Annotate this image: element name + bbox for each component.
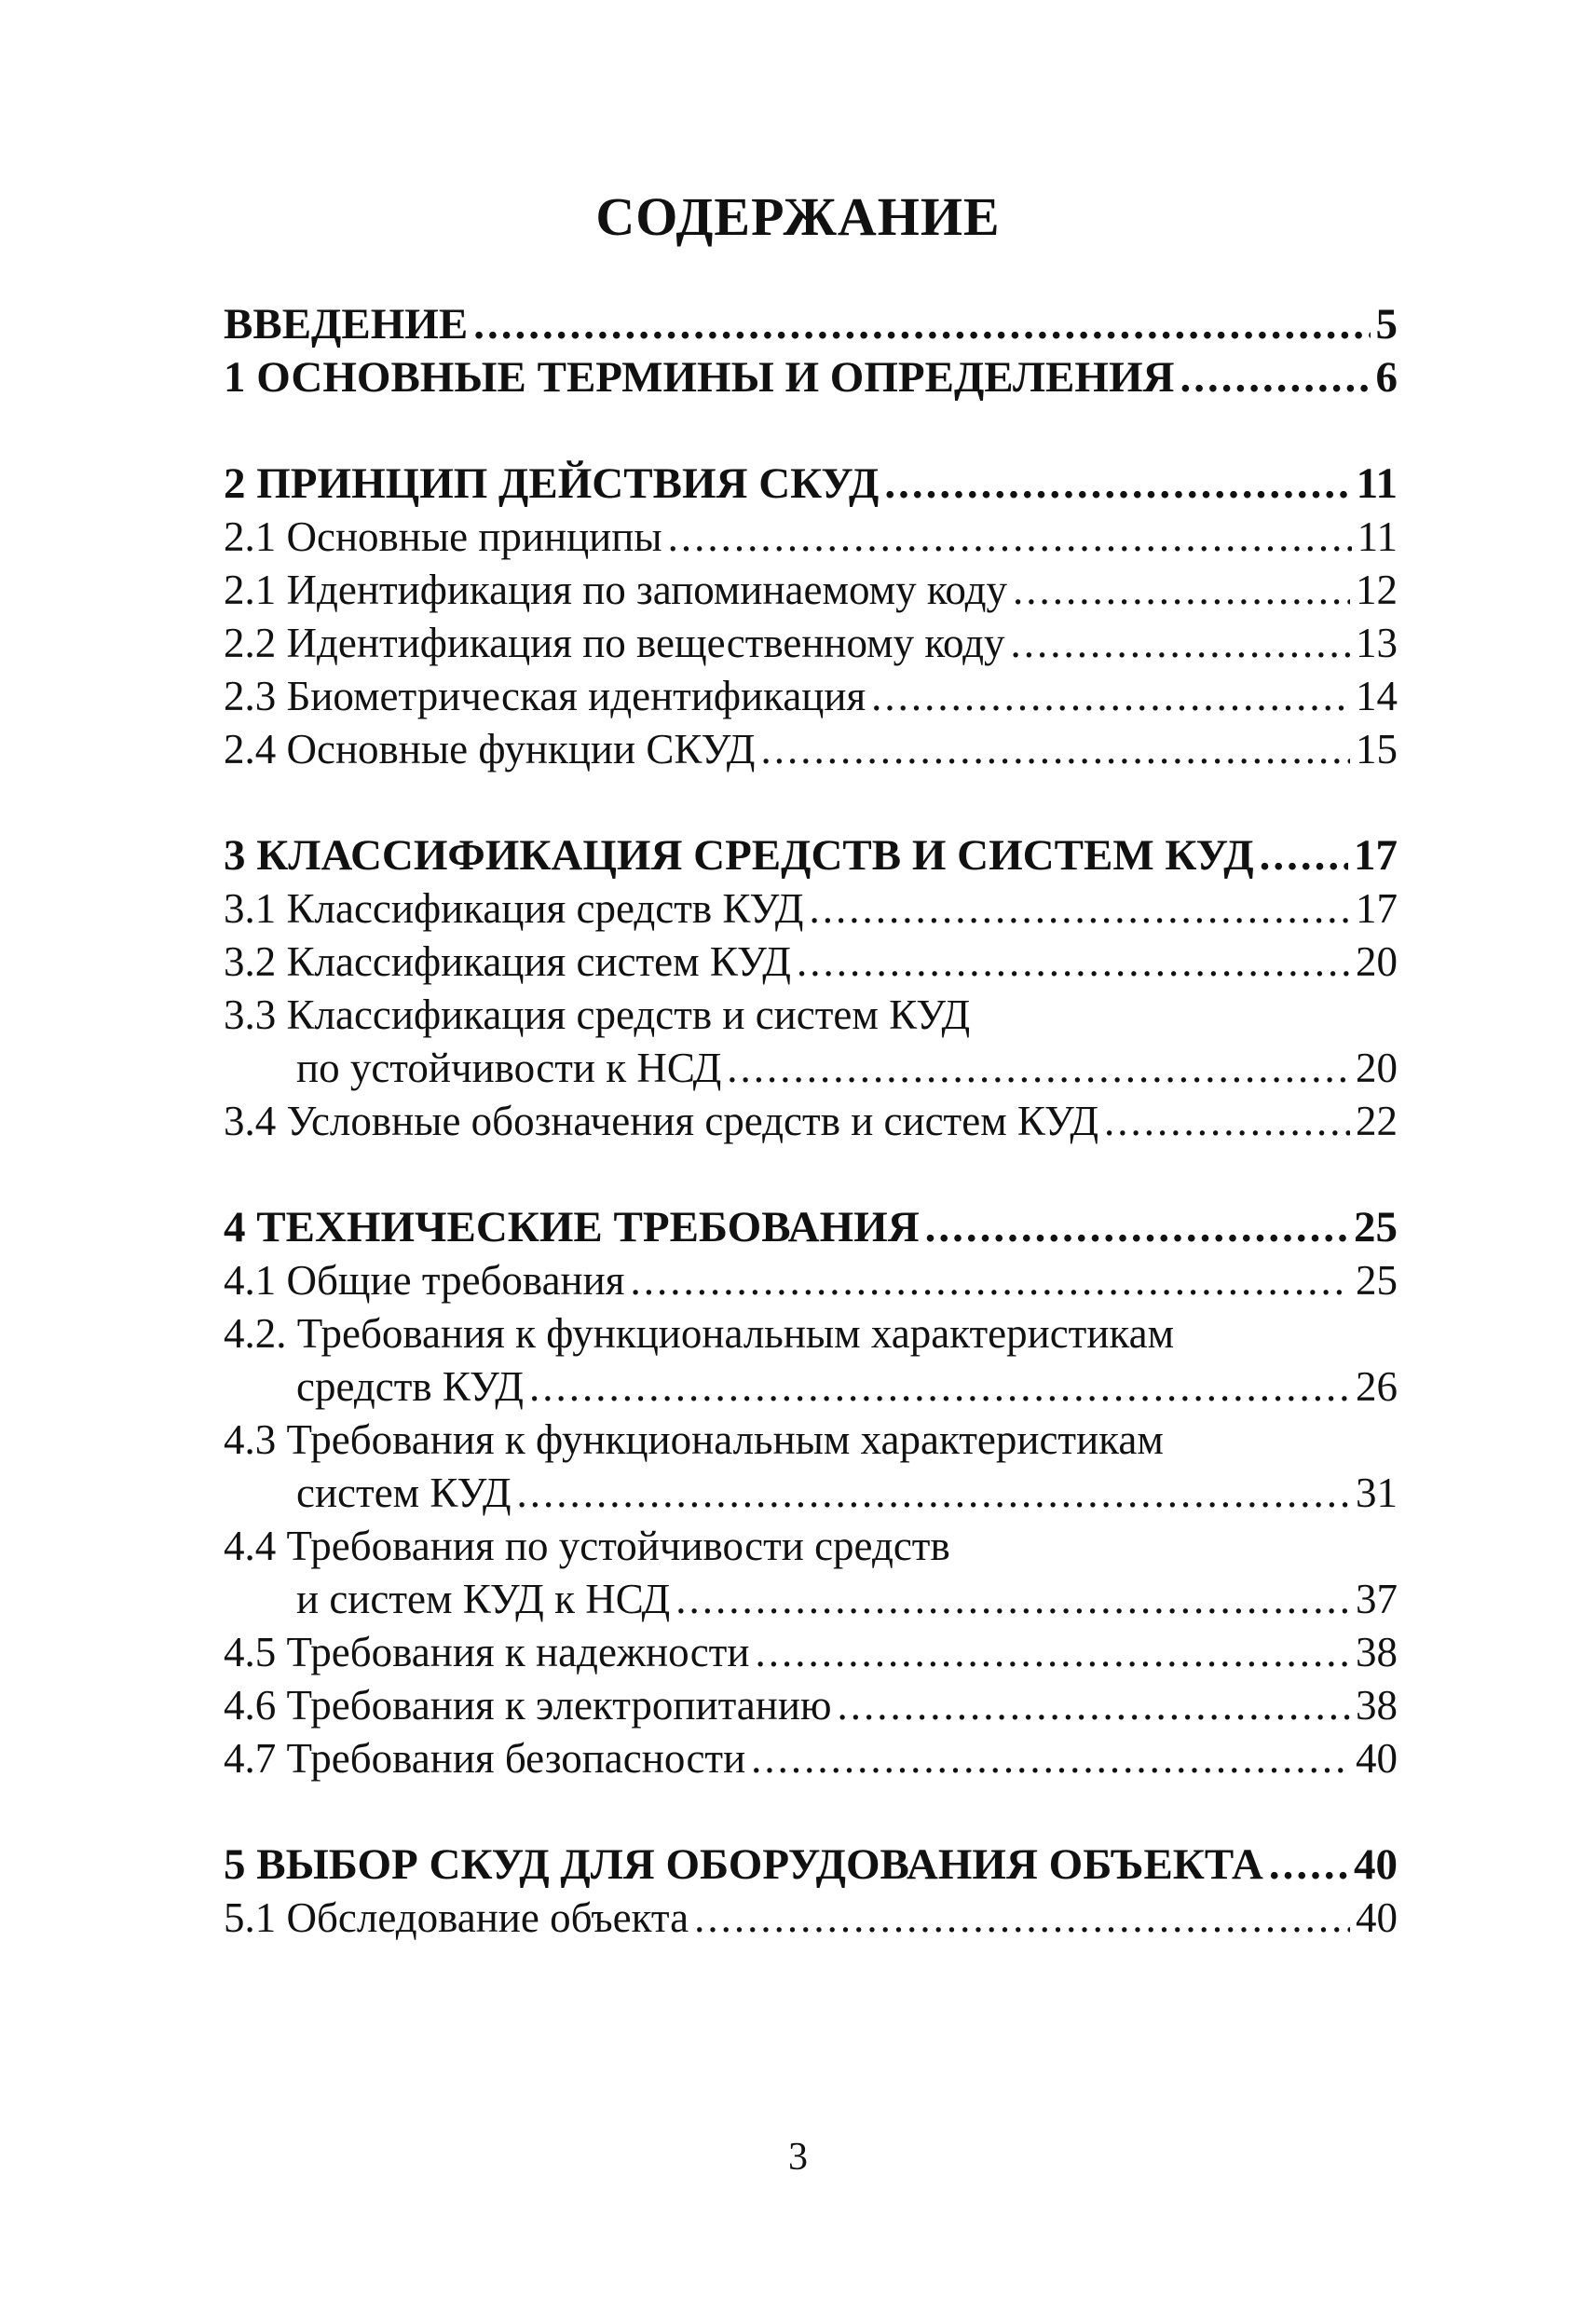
toc-page-number: 25 [1354,1203,1398,1251]
toc-entry-label: 5 ВЫБОР СКУД ДЛЯ ОБОРУДОВАНИЯ ОБЪЕКТА [224,1840,1263,1889]
dot-leader [517,1467,1350,1520]
toc-page-number: 5 [1375,300,1398,349]
toc-entry-label[interactable]: 4.2. Требования к функциональным характеристикам [224,1310,1175,1357]
toc-entry-section-2[interactable] [224,458,1398,511]
table-of-contents [224,298,1398,1945]
toc-page-number: 22 [1356,1098,1398,1144]
toc-entry-label: 3.1 Классификация средств КУД [224,885,804,932]
toc-entry-continuation[interactable] [224,1467,1398,1520]
toc-entry-label: 2 ПРИНЦИП ДЕЙСТВИЯ СКУД [224,459,880,508]
toc-entry-label: 3.2 Классификация систем КУД [224,938,791,985]
toc-entry-label-continued: средств КУД [296,1363,525,1410]
toc-entry-subsection[interactable] [224,511,1398,564]
dot-leader [797,936,1350,989]
dot-leader [675,1573,1350,1626]
toc-page-number: 17 [1354,831,1398,880]
dot-leader [1180,351,1370,404]
toc-page-number: 11 [1357,513,1398,560]
toc-entry-subsection[interactable] [224,564,1398,617]
toc-entry-label: 1 ОСНОВНЫЕ ТЕРМИНЫ И ОПРЕДЕЛЕНИЯ [224,353,1175,402]
dot-leader [630,1254,1350,1307]
page-title: СОДЕРЖАНИЕ [595,186,1001,247]
dot-leader [727,1042,1350,1095]
toc-entry-label: 4.1 Общие требования [224,1257,625,1304]
toc-page-number: 13 [1356,620,1398,666]
toc-entry-subsection[interactable] [224,670,1398,723]
dot-leader [925,1201,1348,1254]
toc-page-number: 15 [1356,726,1398,772]
toc-entry-subsection[interactable] [224,1626,1398,1679]
toc-entry-label: 5.1 Обследование объекта [224,1894,689,1941]
toc-entry-label: 2.2 Идентификация по вещественному коду [224,620,1005,666]
toc-entry-label: 4.6 Требования к электропитанию [224,1682,832,1729]
toc-entry-label: 3 КЛАССИФИКАЦИЯ СРЕДСТВ И СИСТЕМ КУД [224,831,1254,880]
toc-page-number: 40 [1354,1840,1398,1889]
toc-entry-continuation[interactable] [224,1573,1398,1626]
dot-leader [810,882,1351,936]
toc-entry-subsection[interactable] [224,882,1398,936]
toc-entry-label[interactable]: 4.4 Требования по устойчивости средств [224,1523,950,1569]
toc-entry-subsection[interactable] [224,1679,1398,1732]
toc-entry-label: 2.3 Биометрическая идентификация [224,673,866,719]
dot-leader [694,1892,1350,1945]
toc-page-number: 11 [1356,459,1398,508]
toc-entry-label: 4 ТЕХНИЧЕСКИЕ ТРЕБОВАНИЯ [224,1203,920,1251]
dot-leader [884,458,1350,511]
toc-entry-subsection[interactable] [224,617,1398,670]
dot-leader [1104,1095,1350,1148]
toc-entry-introduction[interactable] [224,298,1398,351]
toc-entry-label: 2.1 Основные принципы [224,513,662,560]
toc-entry-subsection[interactable] [224,1095,1398,1148]
toc-page-number: 14 [1356,673,1398,719]
dot-leader [473,298,1370,351]
toc-entry-label[interactable]: 4.3 Требования к функциональным характеристикам [224,1416,1164,1463]
dot-leader [1011,617,1350,670]
toc-entry-subsection[interactable] [224,936,1398,989]
toc-entry-label: ВВЕДЕНИЕ [224,300,469,349]
toc-entry-label-continued: по устойчивости к НСД [296,1045,722,1091]
toc-entry-label-continued: систем КУД [296,1469,512,1516]
dot-leader [755,1626,1350,1679]
toc-page-number: 40 [1356,1735,1398,1782]
toc-page-number: 25 [1356,1257,1398,1304]
toc-entry-label: 2.1 Идентификация по запоминаемому коду [224,567,1008,613]
toc-entry-label-continued: и систем КУД к НСД [296,1576,671,1622]
dot-leader [529,1360,1350,1414]
dot-leader [1260,829,1348,882]
toc-page-number: 26 [1356,1363,1398,1410]
dot-leader [751,1732,1350,1785]
toc-page-number: 40 [1356,1894,1398,1941]
dot-leader [668,511,1352,564]
toc-entry-subsection[interactable] [224,723,1398,776]
toc-page-number: 6 [1375,353,1398,402]
toc-entry-subsection[interactable] [224,1892,1398,1945]
dot-leader [1269,1838,1348,1892]
toc-page-number: 38 [1356,1629,1398,1675]
toc-entry-label[interactable]: 3.3 Классификация средств и систем КУД [224,991,971,1038]
page-number: 3 [788,2136,808,2179]
toc-entry-section-1[interactable] [224,351,1398,404]
toc-page-number: 31 [1356,1469,1398,1516]
dot-leader [838,1679,1350,1732]
toc-entry-section-3[interactable] [224,829,1398,882]
dot-leader [760,723,1350,776]
toc-page-number: 17 [1356,885,1398,932]
toc-entry-label: 4.7 Требования безопасности [224,1735,746,1782]
toc-entry-label: 2.4 Основные функции СКУД [224,726,756,772]
toc-entry-section-4[interactable] [224,1201,1398,1254]
toc-page-number: 20 [1356,1045,1398,1091]
dot-leader [1013,564,1350,617]
toc-entry-section-5[interactable] [224,1838,1398,1892]
dot-leader [871,670,1350,723]
toc-entry-label: 3.4 Условные обозначения средств и систем КУД [224,1098,1099,1144]
toc-entry-continuation[interactable] [224,1042,1398,1095]
toc-entry-subsection[interactable] [224,1254,1398,1307]
toc-page-number: 20 [1356,938,1398,985]
toc-page-number: 12 [1356,567,1398,613]
toc-page-number: 37 [1356,1576,1398,1622]
toc-entry-continuation[interactable] [224,1360,1398,1414]
toc-page-number: 38 [1356,1682,1398,1729]
toc-entry-subsection[interactable] [224,1732,1398,1785]
toc-entry-label: 4.5 Требования к надежности [224,1629,750,1675]
